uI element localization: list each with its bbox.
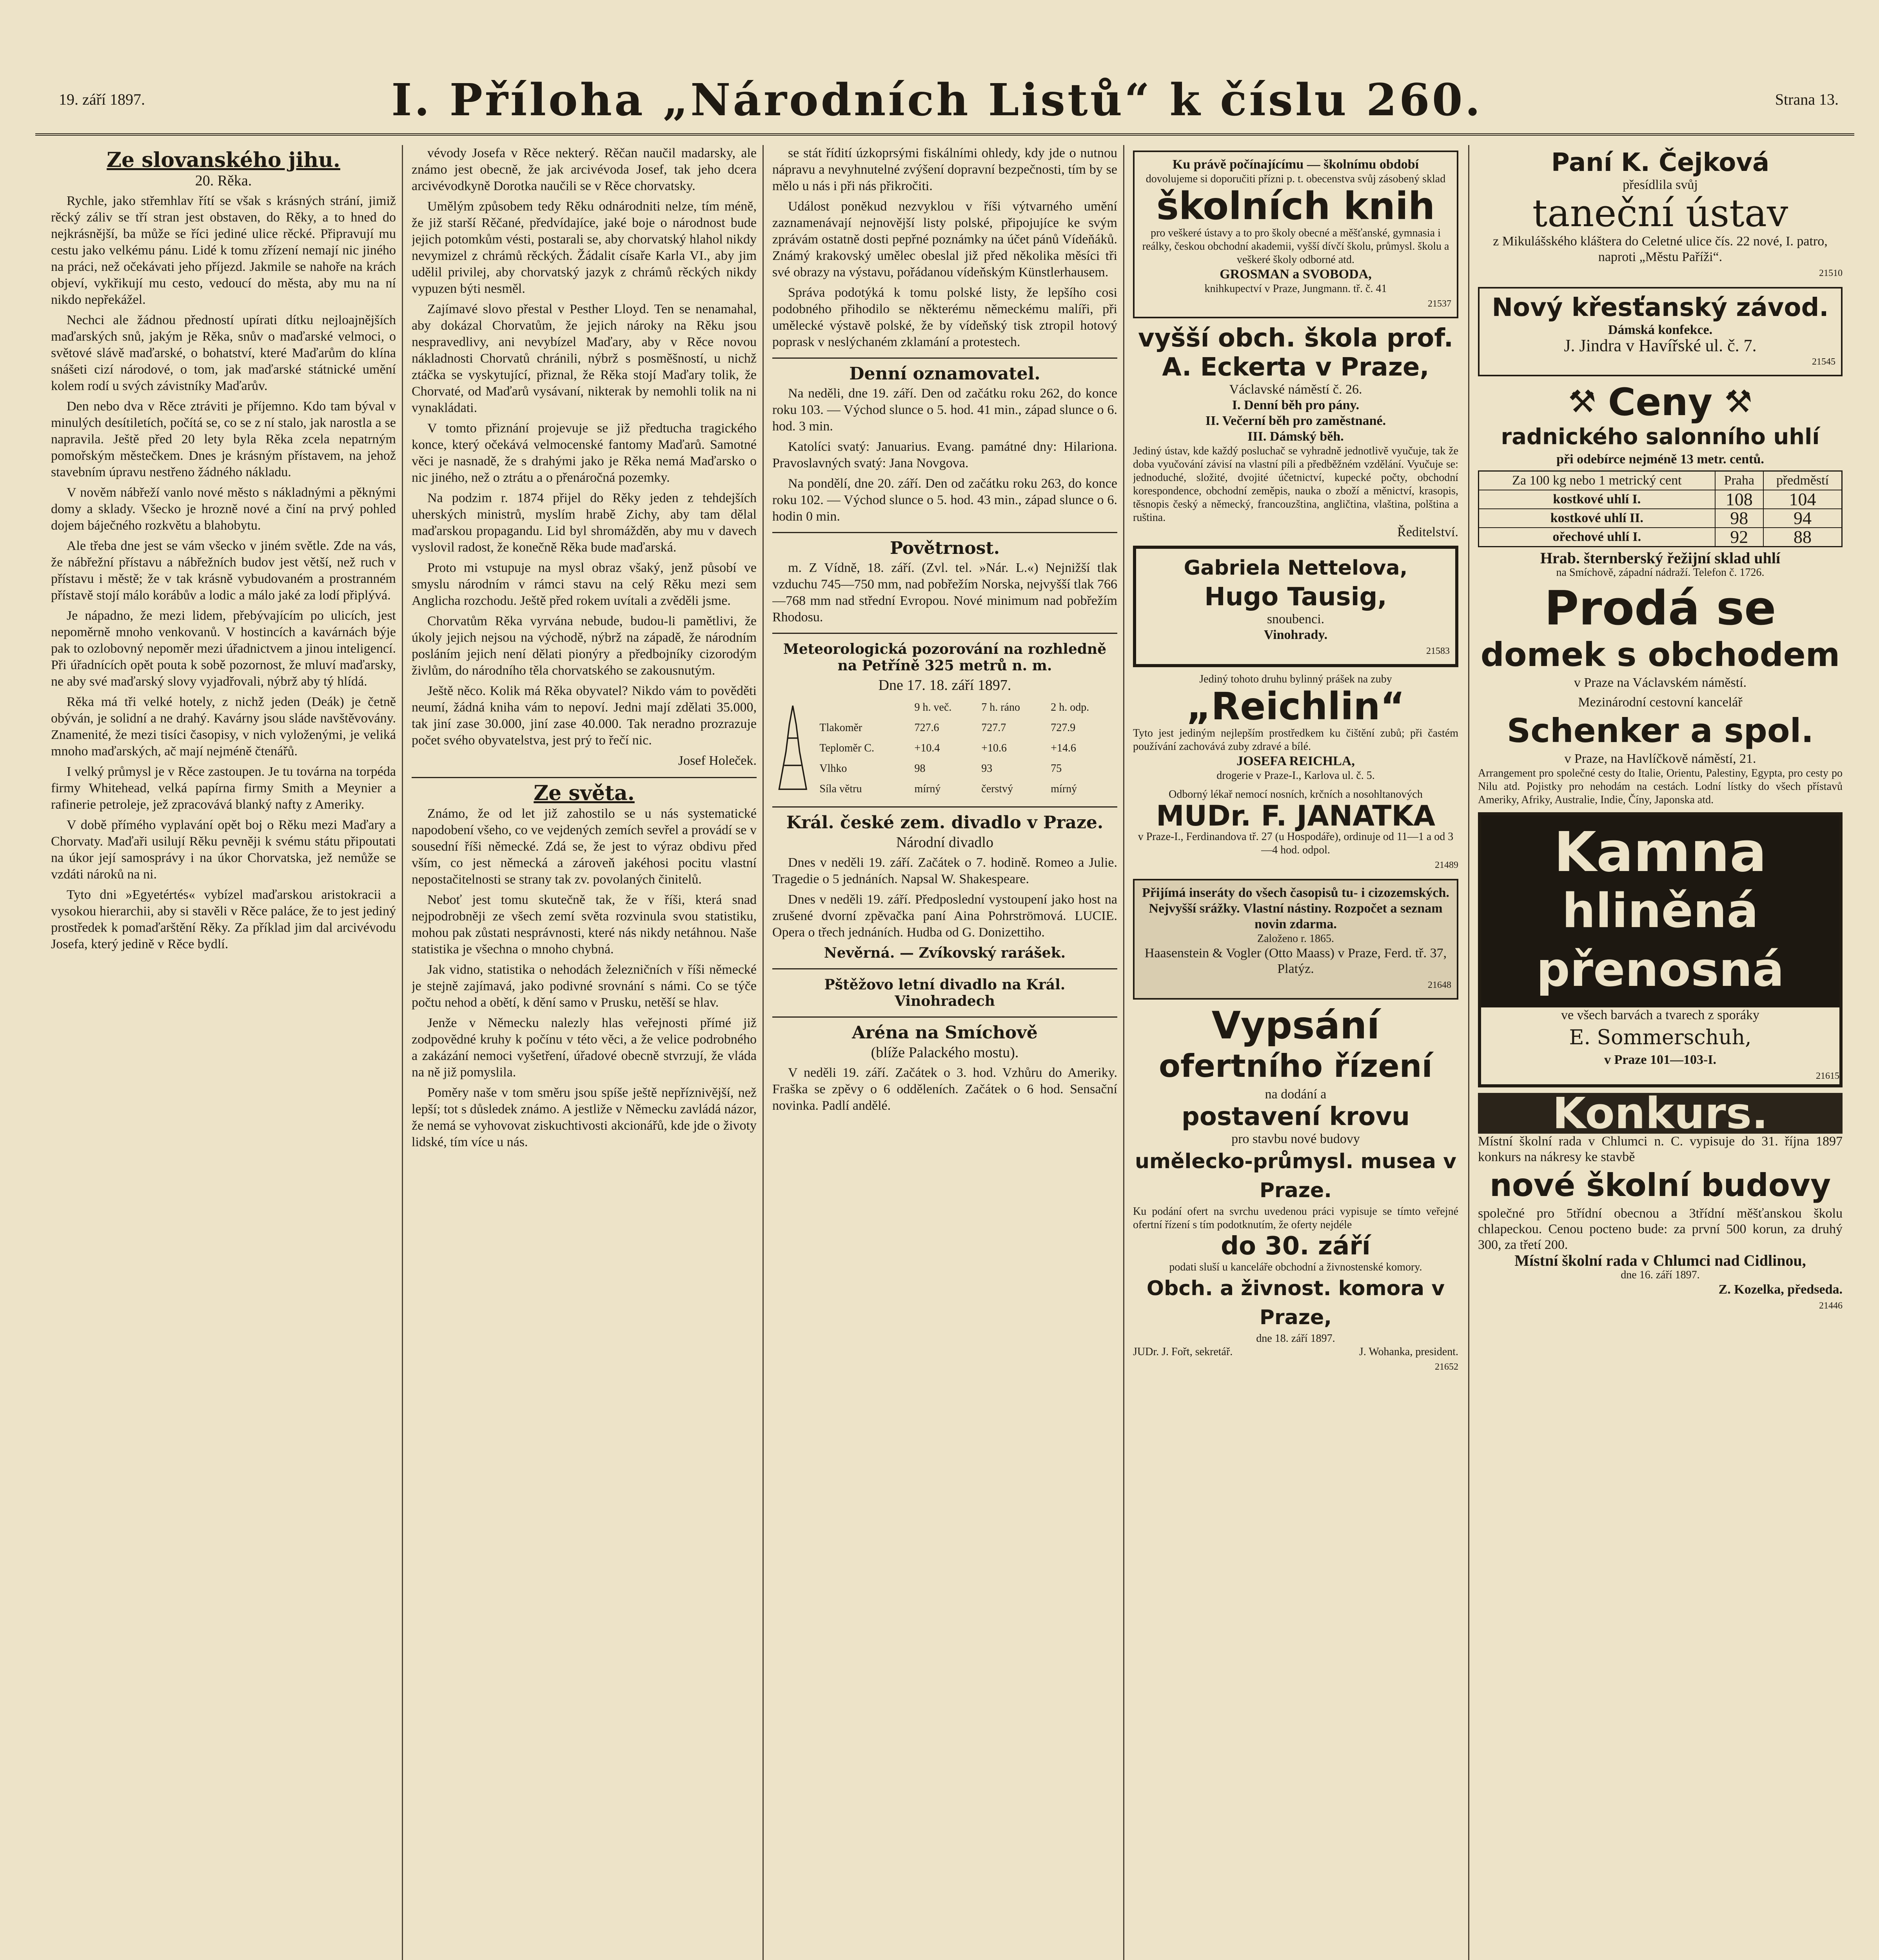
table-cell: ořechové uhlí I.: [1479, 528, 1715, 547]
separator: [412, 777, 757, 778]
ad-ref: 21652: [1435, 1362, 1458, 1372]
paragraph: Rychle, jako střemhlav řítí se však s krásných strání, jimiž rěcký záliv se tří stran jest obstaven, do Rěky, a to hned do nejkrásnější, ba může se říci jediné ulice rěcké. Připravují mu cestu jako velkému pánu. Lidé k tomu zřízení nemají nic jiného na práci, než očekávati jeho příjezd. Jakmile se nahoře na krách objeví, vykřikují mu cesto, vedoucí do města, aby mu na ní nikdo nepřekážel.: [51, 194, 396, 307]
paragraph: I velký průmysl je v Rěce zastoupen. Je tu továrna na torpéda firmy Whitehead, velká papírna firmy Smith a Meynier a rafinerie petroleje, jež zpracovává blanký nafty z Ameriky.: [51, 764, 396, 812]
author-signature: Josef Holeček.: [678, 753, 757, 768]
ad-headline: Kamna: [1554, 820, 1767, 884]
column-1: [51, 145, 396, 1960]
ad-address: drogerie v Praze-I., Karlova ul. č. 5.: [1216, 769, 1375, 782]
ad-ref: 21545: [1812, 357, 1835, 367]
issue-date: 19. září 1897.: [59, 91, 145, 108]
ad-coal-prices: [1478, 382, 1843, 579]
table-cell: Vlhko: [819, 762, 847, 775]
meteo-table: [817, 697, 1117, 799]
coal-price-table: [1478, 470, 1843, 547]
ad-headline: postavení krovu: [1182, 1102, 1410, 1131]
table-cell: +14.6: [1051, 742, 1077, 754]
table-cell: 75: [1051, 762, 1062, 775]
paragraph: Na pondělí, dne 20. září. Den od začátku roku 263, do konce roku 102. — Východ slunce o 5. hod. 43 min., západ slunce o 6. hodin 0 min.: [772, 476, 1117, 524]
arena-subtitle: (blíže Palackého mostu).: [871, 1044, 1019, 1061]
ad-advertising-agency: [1133, 879, 1458, 1000]
ad-ref: 21537: [1428, 299, 1451, 309]
table-header: předměstí: [1763, 471, 1842, 490]
ad-firm: Haasenstein & Vogler (Otto Maass) v Praze, Ferd. tř. 37, Platýz.: [1144, 946, 1447, 976]
ad-business-school: [1133, 324, 1458, 540]
ad-tender: [1133, 1005, 1458, 1375]
ad-text: na dodání a: [1265, 1087, 1327, 1102]
ad-headline: umělecko-průmysl. musea v Praze.: [1135, 1150, 1456, 1202]
table-cell: +10.4: [914, 742, 940, 754]
paragraph: Katolíci svatý: Januarius. Evang. památné dny: Hilariona. Pravoslavných svatý: Jana Novgova.: [772, 439, 1117, 470]
ad-deadline: do 30. září: [1221, 1232, 1371, 1261]
ad-ref: 21446: [1819, 1301, 1843, 1311]
column-rule: [402, 145, 403, 1960]
ad-headline: vyšší obch. škola prof. A. Eckerta v Praze,: [1138, 324, 1454, 382]
ad-text: Tyto jest jediným nejlepším prostředkem ku čištění zubů; při častém používání zachovává zuby zdravé a bílé.: [1133, 727, 1458, 753]
column-rule: [1468, 145, 1469, 1960]
ad-sign: Z. Kozelka, předseda.: [1718, 1282, 1843, 1297]
ad-headline: nové školní budovy: [1489, 1167, 1831, 1203]
ad-headline: školních knih: [1156, 184, 1435, 228]
ad-sign: Ředitelství.: [1397, 525, 1458, 539]
paragraph: Chorvatům Rěka vyrvána nebude, budou-li pamětlivi, že úkoly jejich nejsou na východě, nýbrž na západě, že národním posláním jejich není dělati pionýry a předbojníky cizorodým živlům, do národního těla chorvatského se zakousnutým.: [412, 614, 757, 678]
section-title-plays: Nevěrná. — Zvíkovský rarášek.: [824, 945, 1066, 961]
meteo-block: [772, 697, 1117, 799]
article-heading: Ze světa.: [534, 781, 635, 805]
ad-text: Jediný tohoto druhu bylinný prášek na zuby: [1199, 673, 1392, 685]
table-row: [817, 697, 1117, 718]
paragraph: Poměry naše v tom směru jsou spíše ještě nepříznivější, než lepší; tot s důsledek známo. A jestliže v Německu zavládá názor, že nemá se vyhovovat ziskuchtivosti akcionářů, kde jde o životy lidské, tím více u nás.: [412, 1085, 757, 1149]
ad-item: I. Denní běh pro pány.: [1232, 398, 1360, 412]
ad-address: Václavské náměstí č. 26.: [1229, 382, 1362, 397]
ad-text: pro stavbu nové budovy: [1231, 1132, 1360, 1146]
paragraph: V době přímého vyplavání opět boj o Rěku mezi Maďary a Chorvaty. Maďaři usilují Rěku pevněji k svému státu připoutati na úkor její samosprávy i na úkor Chorvatska, jež nemůže se vzdáti nároků na ni.: [51, 818, 396, 882]
theatre-subtitle: Národní divadlo: [896, 834, 993, 851]
paragraph: Na podzim r. 1874 přijel do Rěky jeden z tehdejších uherských ministrů, myslím hrabě Zichy, aby tam dělal maďarskou propagandu. Lid byl shromážděn, aby mu v davech vyslovil radost, že konečně Rěka bude maďarská.: [412, 491, 757, 555]
paragraph: V neděli 19. září. Začátek o 3. hod. Vzhůru do Ameriky. Fraška se zpěvy o 6 odděleních. Začátek o 6 hod. Sensační novinka. Padlí andělé.: [772, 1065, 1117, 1113]
section-title-denni: Denní oznamovatel.: [849, 364, 1040, 384]
paragraph: Rěka má tři velké hotely, z nichž jeden (Deák) je četně obýván, je solidní a ne drahý. Kavárny jsou sláde navštěvovány. Znamenité, že mezi tisíci časopisy, v nich vyloženými, je veliká mnoho maďarských, ač mají nejméně čtenářů.: [51, 695, 396, 759]
ad-text: Dámská konfekce.: [1608, 323, 1713, 337]
table-cell: 9 h. več.: [914, 701, 952, 713]
ad-stoves: [1478, 812, 1843, 1087]
table-cell: 93: [981, 762, 993, 775]
ad-firm: GROSMAN a SVOBODA,: [1220, 267, 1372, 281]
paragraph: Jak vidno, statistika o nehodách železničních v říši německé je stejně zajímavá, jako podivné srovnání s námi. Co se týče počtu nehod a obětí, k dění samo v Prusku, netěší se hlav.: [412, 962, 757, 1010]
table-row: [817, 738, 1117, 759]
ad-text: z Mikulášského kláštera do Celetné ulice čís. 22 nové, I. patro, naproti „Městu Paříži“.: [1493, 234, 1828, 264]
ad-travel-agency: [1478, 695, 1843, 807]
column-rule: [762, 145, 764, 1960]
ad-text: společné pro 5třídní obecnou a 3třídní měšťanskou školu chlapeckou. Cenou pocteno bude: za první 500 korun, za druhý 300, za třetí 200.: [1478, 1206, 1843, 1252]
ad-name: Gabriela Nettelova,: [1184, 556, 1408, 580]
table-cell: 7 h. ráno: [981, 701, 1020, 713]
section-title-weather: Povětrnost.: [890, 538, 1000, 558]
table-row: [1479, 471, 1842, 490]
paragraph: se stát řídití úzkoprsými fiskálními ohledy, kdy jde o nutnou nápravu a nevyhnutelné zvýšení dopravní bezpečnosti, tím by se mělo u nás i při nás přikročiti.: [772, 146, 1117, 193]
ad-name: Hugo Tausig,: [1204, 583, 1387, 612]
ad-headline: ofertního řízení: [1159, 1048, 1432, 1084]
ad-address: knihkupectví v Praze, Jungmann. tř. č. 41: [1204, 283, 1387, 295]
section-title-meteo: Meteorologická pozorování na rozhledně na Petříně 325 metrů n. m.: [783, 641, 1107, 674]
paragraph: Dnes v neděli 19. září. Začátek o 7. hodině. Romeo a Julie. Tragedie o 5 jednáních. Napsal W. Shakespeare.: [772, 855, 1117, 886]
page-title: I. Příloha „Národních Listů“ k číslu 260.: [391, 74, 1483, 126]
ad-text: Arrangement pro společné cesty do Italie, Orientu, Palestiny, Egypta, pro cesty po Nilu atd. Pojistky pro nehodám na cestách. Lodní lístky do všech přístavů Ameriky, Afriky, Australie, Indie, Číny, Japonska atd.: [1478, 767, 1843, 806]
ad-house-sale: [1478, 583, 1843, 691]
paragraph: m. Z Vídně, 18. září. (Zvl. tel. »Nár. L.«) Nejnižší tlak vzduchu 745—750 mm, nad pobřežím Norska, nejvyšší tlak 766—768 mm nad střední Evropou. Nové minimum nad pobřežím Rhodosu.: [772, 561, 1117, 624]
meteo-date: Dne 17. 18. září 1897.: [878, 677, 1011, 693]
ad-headline: Prodá se: [1544, 581, 1776, 636]
table-cell: 92: [1715, 528, 1763, 547]
ad-competition: [1478, 1088, 1843, 1314]
ad-headline: domek s obchodem: [1480, 635, 1840, 674]
paragraph: V tomto přiznání projevuje se již předtucha tragického konce, který očekává velmocenské fantomy Maďarů. Samotné věci je nasnadě, že s drahými jako je Rěka nemá Maďarsko o nic jiného, než o ztrátu a o přenáročná pozemky.: [412, 421, 757, 485]
table-row: [817, 759, 1117, 779]
ad-dance-school: [1478, 148, 1843, 281]
table-row: [817, 718, 1117, 738]
paragraph: Známo, že od let již zahostilo se u nás systematické napodobení všeho, co ve vejdených zemích sevřel a provádí se v sousední říši německé. Zdá se, že jest to výraz obdivu před vším, co jest německá a zároveň jakéhosi pocitu vlastní nepostačitelnosti se strany tak zv. povolaných činitelů.: [412, 806, 757, 887]
paragraph: Umělým způsobem tedy Rěku odnárodniti nelze, tím méně, že již starší Rěčané, předvídajíce, jaké boje o národnost bude jejich potomkům vésti, postarali se, aby chorvatský hlahol nikdy nevymizel z chrámů rěckých. Žádalit císaře Karla VI., aby jim udělil privilej, aby chorvatský jazyk z chrámů rěckých nikdy vypuzen býti nesměl.: [412, 199, 757, 296]
column-2: [412, 145, 757, 1960]
ad-firm: E. Sommerschuh,: [1569, 1026, 1752, 1049]
ad-headline: přenosná: [1536, 943, 1785, 997]
paragraph: Ale třeba dne jest se vám všecko v jiném světle. Zde na vás, že nábřežní přístavu a nábřežních budov jest větší, než ruch v přístavu i městě; že v tak krásně vybudovaném a prostranném přístavě stojí málo korábův a lodic a málo jaké za lodí připlývá.: [51, 539, 396, 603]
ad-text: Místní školní rada v Chlumci n. C. vypisuje do 31. října 1897 konkurs na nákresy ke stavbě: [1478, 1134, 1843, 1164]
crossed-hammers-icon: ⚒: [1568, 385, 1596, 419]
paragraph: V nověm nábřeží vanlo nové město s nákladnými a pěknými domy a sklady. Všecko je hrozně nové a činí na prvý pohled dojem báječného rozkvětu a blahobytu.: [51, 485, 396, 533]
ad-headline: radnického salonního uhlí: [1501, 424, 1820, 450]
paragraph: Jenže v Německu nalezly hlas veřejnosti přímé již zodpovědné kruhy k počínu v této věci, a že velice podrobného a zakázání nemoci vyšetření, úřadové obecně stvrzují, že vláda na ně již pomyslila.: [412, 1016, 757, 1080]
ad-heading: Ku právě počínajícímu — školnímu období: [1172, 157, 1419, 172]
section-title-summer-theatre: Pštěžovo letní divadlo na Král. Vinohradech: [824, 976, 1066, 1009]
table-cell: 98: [1715, 509, 1763, 528]
paragraph: Na neděli, dne 19. září. Den od začátku roku 262, do konce roku 103. — Východ slunce o 5. hod. 41 min., západ slunce o 6. hod. 3 min.: [772, 386, 1117, 434]
ad-firm: Hrab. šternberský řežijní sklad uhlí: [1540, 549, 1781, 567]
ad-address: v Praze 101—103-I.: [1604, 1053, 1717, 1067]
table-cell: 104: [1763, 490, 1842, 509]
ad-headline: Ceny: [1608, 380, 1713, 424]
table-cell: mírný: [914, 783, 941, 795]
ad-engagement: [1133, 546, 1458, 667]
separator: [772, 1016, 1117, 1018]
table-cell: 108: [1715, 490, 1763, 509]
paragraph: Proto mi vstupuje na mysl obraz všaký, jenž působí ve smyslu národním v rámci stavu na celý Rěku mezi sem Anglicha rozchodu. Ještě před rokem uvítali a zvěděli jsme.: [412, 561, 757, 608]
table-header: Za 100 kg nebo 1 metrický cent: [1479, 471, 1715, 490]
column-5-ads: [1478, 145, 1843, 1960]
crossed-hammers-icon: ⚒: [1724, 385, 1752, 419]
table-cell: 727.7: [981, 722, 1006, 734]
ad-headline: Vypsání: [1211, 1004, 1380, 1047]
ad-sign: JUDr. J. Fořt, sekretář.: [1133, 1346, 1233, 1358]
table-row: [1479, 509, 1842, 528]
ad-address: na Smíchově, západní nádraží. Telefon č. 1726.: [1556, 566, 1765, 579]
ad-address: J. Jindra v Havířské ul. č. 7.: [1564, 336, 1757, 355]
ad-text: snoubenci.: [1267, 612, 1325, 626]
ad-text: Jediný ústav, kde každý posluchač se vyhradně jednotlivě vyučuje, tak že doba vyučování závisí na vlastní píli a předběžném vzdělání. Vyučuje se: jednoduché, složité, dvojité účetnictví, kupecké počty, obchodní korespondence, obchodní zeměpis, nauka o zboží a měnictví, krasopis, těsnopis český a německý, francouzština, angličtina, vlaština, polština a ruština.: [1133, 445, 1458, 524]
table-cell: 2 h. odp.: [1051, 701, 1089, 713]
table-header: Praha: [1715, 471, 1763, 490]
paragraph: Neboť jest tomu skutečně tak, že v říši, která snad nejpodrobněji ze všech zemí světa rozvinula svou statistiku, mohou pak zůstati nesprávnosti, které nás nikdy netáhnou. Naše statistika je všechna o mnoho chybná.: [412, 893, 757, 956]
article-heading: Ze slovanského jihu.: [107, 148, 340, 172]
ad-doctor: [1133, 788, 1458, 873]
table-cell: kostkové uhlí I.: [1479, 490, 1715, 509]
ad-ref: 21648: [1428, 980, 1451, 990]
ad-text: Ku podání ofert na svrchu uvedenou práci vypisuje se tímto veřejné ofertní řízení s tím podotknutím, že oferty nejdéle: [1133, 1205, 1458, 1231]
petrin-tower-icon: [772, 697, 813, 799]
separator: [772, 968, 1117, 969]
ad-headline: MUDr. F. JANATKA: [1156, 799, 1436, 832]
ad-address: v Praze, na Havlíčkově náměstí, 21.: [1564, 751, 1756, 766]
table-row: [1479, 490, 1842, 509]
ad-headline: Paní K. Čejková: [1551, 148, 1770, 177]
separator: [772, 806, 1117, 808]
table-cell: Síla větru: [819, 783, 862, 795]
ad-text: podati sluší u kanceláře obchodní a živnostenské komory.: [1169, 1261, 1422, 1273]
ad-firm: Obch. a živnost. komora v Praze,: [1146, 1277, 1445, 1329]
ad-item: II. Večerní běh pro zaměstnané.: [1205, 414, 1386, 428]
ad-date: dne 16. září 1897.: [1621, 1269, 1700, 1281]
paragraph: vévody Josefa v Rěce nekterý. Rěčan naučil madarsky, ale známo jest obecně, že jak arcivévoda Josef, tak jeho dcera arcivévodkyně Dorotka naučili se v Rěce chorvatsky.: [412, 146, 757, 193]
ad-headline: taneční ústav: [1532, 191, 1788, 235]
paragraph: Je nápadno, že mezi lidem, přebývajícím po ulicích, jest nepoměrně mnoho venkovanů. V hostincích a kavárnách býje pak to ozlobovný nepoměr mezi úřadnictvem a jinou inteligencí. Při úřadnících opět pouta k sobě pozornost, že mluví maďarsky, ne aby své maďarský slovy vyjadřovali, nýbrž aby tý hlídá.: [51, 608, 396, 689]
ad-firm: JOSEFA REICHLA,: [1236, 754, 1355, 768]
ad-year: Založeno r. 1865.: [1257, 933, 1334, 945]
ad-headline: hliněná: [1562, 884, 1759, 938]
table-cell: mírný: [1051, 783, 1077, 795]
masthead: [35, 59, 1854, 136]
paragraph: Den nebo dva v Rěce ztráviti je příjemno. Kdo tam býval v minulých desítiletích, počítá se, co se z ní stalo, jak narostla a se napravila. Ještě před 20 lety byla Rěka zcela nepatrným pomořským městečkem. Dnes je krásným přístavem, na jehož stavebním úpravu nestřeno žádného nákladu.: [51, 399, 396, 479]
ad-ref: 21510: [1819, 268, 1843, 278]
ad-text: Mezinárodní cestovní kancelář: [1578, 695, 1743, 710]
paragraph: Nechci ale žádnou předností upírati dítku nejloajnějších maďarských snů, jakým je Rěka, snův o maďarské velmoci, o světové slávě maďarské, o bohatství, které Maďarům do klína snášeti cizí národové, o tom, jak maďarské státnické umění kolem rodí u svých závistníky Maďarův.: [51, 313, 396, 393]
separator: [772, 358, 1117, 359]
ad-reichlin: [1133, 673, 1458, 782]
paragraph: Správa podotýká k tomu polské listy, že lepšího cosi podobného přihodilo se některému německému malíři, při umělecké výstavě polské, že by vídeňský tisk ztropil hotový poprask v neslýchaném zklamání a protestech.: [772, 285, 1117, 349]
ad-text: dovolujeme si doporučiti přízni p. t. obecenstva svůj zásobený sklad: [1146, 173, 1446, 185]
table-cell: čerstvý: [981, 783, 1013, 795]
page-number: Strana 13.: [1775, 91, 1839, 108]
ad-text: při odebírce nejméně 13 metr. centů.: [1556, 452, 1764, 466]
ad-dark-block: [1481, 815, 1839, 1007]
ad-date: dne 18. září 1897.: [1256, 1332, 1335, 1345]
ad-text: ve všech barvách a tvarech z sporáky: [1561, 1008, 1759, 1022]
ad-sign: Místní školní rada v Chlumci nad Cidlinou,: [1514, 1252, 1806, 1269]
paragraph: Událost poněkud nezvyklou v říši výtvarného umění zaznamenávají nejnovější listy polské, připojujíce ke svým zprávám ostatně dosti pepřné poznámky na účet pánů Vídeňáků. Známý krakovský umělec obeslal již před několika měsíci tři své obrazy na výstavu, pořádanou vídeňským Künstlerhausem.: [772, 199, 1117, 279]
table-cell: Tlakoměr: [819, 722, 862, 734]
table-cell: +10.6: [981, 742, 1007, 754]
table-row: [1479, 528, 1842, 547]
ad-text: pro veškeré ústavy a to pro školy obecné a měšťanské, gymnasia i reálky, českou obchodní akademii, vyšší dívčí školu, průmysl. školu a veškeré školy odborné atd.: [1142, 227, 1449, 266]
ad-header: [1478, 382, 1843, 423]
table-cell: Teploměr C.: [819, 742, 874, 754]
newspaper-page: [35, 59, 1854, 1960]
ad-text: Odborný lékař nemocí nosních, krčních a nosohltanových: [1169, 788, 1423, 800]
ad-signatures: [1133, 1345, 1458, 1359]
table-cell: [817, 697, 912, 718]
ad-text: přesídlila svůj: [1623, 178, 1698, 192]
section-title-theatre: Král. české zem. divadlo v Praze.: [786, 813, 1104, 833]
ad-headline: Nový křesťanský závod.: [1492, 293, 1829, 322]
ad-christian-shop: [1478, 287, 1843, 376]
ad-place: Vinohrady.: [1264, 628, 1328, 642]
table-cell: 98: [914, 762, 926, 775]
ad-text: Přijímá inseráty do všech časopisů tu- i cizozemských. Nejvyšší srážky. Vlastní nástiny. Rozpočet a seznam novin zdarma.: [1142, 886, 1449, 931]
ad-address: v Praze-I., Ferdinandova tř. 27 (u Hospodáře), ordinuje od 11—1 a od 3—4 hod. odpol.: [1138, 831, 1454, 856]
ad-ref: 21615: [1816, 1071, 1839, 1081]
ad-ref: 21489: [1435, 860, 1458, 870]
ad-headline: „Reichlin“: [1186, 684, 1405, 728]
ad-headline: Schenker a spol.: [1507, 711, 1814, 750]
table-cell: 88: [1763, 528, 1842, 547]
separator: [772, 633, 1117, 634]
ad-item: III. Dámský běh.: [1247, 429, 1344, 444]
ad-school-books: [1133, 151, 1458, 318]
ad-sign: J. Wohanka, president.: [1359, 1346, 1458, 1358]
table-row: [817, 779, 1117, 799]
column-rule: [1123, 145, 1124, 1960]
paragraph: Ještě něco. Kolik má Rěka obyvatel? Nikdo vám to pověděti neumí, žádná kniha vám to nepoví. Jedni mají zdělati 35.000, tak jiní zase 30.000, jiní zase 40.000. Tak neradno prozrazuje počet svého obyvatelstva, jest prý to řečí nic.: [412, 684, 757, 748]
paragraph: Zajímavé slovo přestal v Pesther Lloyd. Ten se nenamahal, aby dokázal Chorvatům, že jejich nároky na Rěku jsou nespravedlivy, ani nevybízel Maďary, aby v Rěce novou nákladnosti Chorvatů chránili, nýbrž s posměšností, u nichž ztáčka se vyskytující, přiznal, že Rěka stojí Maďary tolik, že Chorvaté, od Maďarů vysávaní, nikterak by nemohli tolik na ni vynakládati.: [412, 302, 757, 415]
ad-headline: Konkurs.: [1478, 1093, 1843, 1134]
table-cell: 727.6: [914, 722, 939, 734]
paragraph: Tyto dni »Egyetértés« vybízel maďarskou aristokracii a vysokou hierarchii, aby si stavěli v Rěce paláce, že to jest jediný prostředek k pomaďarštění Rěky. Za příklad jim dal arcivévodu Josefa, který jedině v Rěce bydlí.: [51, 887, 396, 951]
paragraph: Dnes v neděli 19. září. Předposlední vystoupení jako host na zrušené dvorní zpěvačka paní Aina Pohrströmová. LUCIE. Opera o třech jednáních. Hudba od G. Donizettiho.: [772, 892, 1117, 940]
ad-ref: 21583: [1426, 646, 1450, 656]
article-dateline: 20. Rěka.: [195, 172, 252, 189]
table-cell: kostkové uhlí II.: [1479, 509, 1715, 528]
column-3: [772, 145, 1117, 1960]
table-cell: 94: [1763, 509, 1842, 528]
section-title-arena: Aréna na Smíchově: [852, 1023, 1038, 1043]
ad-text: v Praze na Václavském náměstí.: [1574, 675, 1747, 690]
separator: [772, 532, 1117, 533]
column-4-ads: [1133, 145, 1458, 1960]
table-cell: 727.9: [1051, 722, 1076, 734]
